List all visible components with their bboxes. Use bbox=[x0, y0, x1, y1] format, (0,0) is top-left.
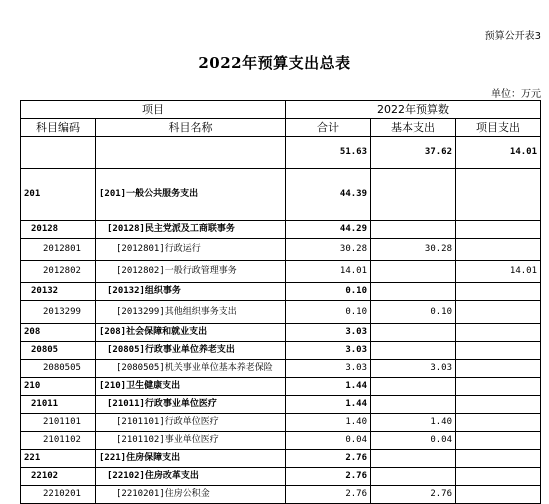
name-cell: [2101101]行政单位医疗 bbox=[96, 414, 286, 432]
code-cell: 208 bbox=[21, 324, 96, 342]
table-row bbox=[21, 432, 541, 450]
code-cell: 2012802 bbox=[21, 261, 96, 283]
basic-cell bbox=[371, 342, 456, 360]
total-cell: 14.01 bbox=[286, 261, 371, 283]
table-row bbox=[21, 486, 541, 504]
basic-cell bbox=[371, 283, 456, 301]
total-cell: 44.39 bbox=[286, 169, 371, 221]
basic-cell bbox=[371, 221, 456, 239]
code-cell: 210 bbox=[21, 378, 96, 396]
table-row bbox=[21, 324, 541, 342]
project-cell bbox=[456, 301, 541, 324]
name-cell: [201]一般公共服务支出 bbox=[96, 169, 286, 221]
total-cell: 0.10 bbox=[286, 283, 371, 301]
project-cell bbox=[456, 414, 541, 432]
unit-label: 单位：万元 bbox=[491, 89, 541, 100]
basic-cell: 1.40 bbox=[371, 414, 456, 432]
project-cell bbox=[456, 378, 541, 396]
code-cell: 20805 bbox=[21, 342, 96, 360]
table-row bbox=[21, 261, 541, 283]
name-cell: [208]社会保障和就业支出 bbox=[96, 324, 286, 342]
code-cell: 20132 bbox=[21, 283, 96, 301]
total-cell: 51.63 bbox=[286, 137, 371, 169]
basic-cell bbox=[371, 450, 456, 468]
total-cell: 44.29 bbox=[286, 221, 371, 239]
project-cell: 14.01 bbox=[456, 137, 541, 169]
basic-cell: 0.10 bbox=[371, 301, 456, 324]
name-cell: [21011]行政事业单位医疗 bbox=[96, 396, 286, 414]
basic-cell bbox=[371, 378, 456, 396]
basic-cell bbox=[371, 261, 456, 283]
name-cell: [2210201]住房公积金 bbox=[96, 486, 286, 504]
name-cell: [210]卫生健康支出 bbox=[96, 378, 286, 396]
project-cell bbox=[456, 324, 541, 342]
code-cell bbox=[21, 137, 96, 169]
project-cell bbox=[456, 432, 541, 450]
basic-cell: 37.62 bbox=[371, 137, 456, 169]
name-cell: [2012802]一般行政管理事务 bbox=[96, 261, 286, 283]
basic-cell: 2.76 bbox=[371, 486, 456, 504]
items-group-header: 项目 bbox=[21, 101, 286, 119]
table-row bbox=[21, 414, 541, 432]
table-row bbox=[21, 360, 541, 378]
table-number-label: 预算公开表3 bbox=[484, 31, 541, 42]
total-cell: 3.03 bbox=[286, 342, 371, 360]
code-cell: 221 bbox=[21, 450, 96, 468]
name-cell: [2012801]行政运行 bbox=[96, 239, 286, 261]
column-header-row bbox=[21, 119, 541, 137]
group-header-row bbox=[21, 101, 541, 119]
code-cell: 2210201 bbox=[21, 486, 96, 504]
table-row bbox=[21, 342, 541, 360]
total-cell: 1.40 bbox=[286, 414, 371, 432]
column-header-basic: 基本支出 bbox=[371, 119, 456, 137]
total-cell: 0.10 bbox=[286, 301, 371, 324]
total-cell: 30.28 bbox=[286, 239, 371, 261]
total-cell: 2.76 bbox=[286, 450, 371, 468]
name-cell: [2101102]事业单位医疗 bbox=[96, 432, 286, 450]
project-cell bbox=[456, 239, 541, 261]
budget-expenditure-table bbox=[20, 100, 541, 504]
project-cell bbox=[456, 486, 541, 504]
table-row-total bbox=[21, 137, 541, 169]
total-cell: 2.76 bbox=[286, 468, 371, 486]
project-cell bbox=[456, 450, 541, 468]
project-cell: 14.01 bbox=[456, 261, 541, 283]
table-row bbox=[21, 301, 541, 324]
total-cell: 2.76 bbox=[286, 486, 371, 504]
total-cell: 0.04 bbox=[286, 432, 371, 450]
basic-cell bbox=[371, 324, 456, 342]
code-cell: 2013299 bbox=[21, 301, 96, 324]
name-cell: [221]住房保障支出 bbox=[96, 450, 286, 468]
name-cell: [20132]组织事务 bbox=[96, 283, 286, 301]
basic-cell: 3.03 bbox=[371, 360, 456, 378]
project-cell bbox=[456, 342, 541, 360]
page-title: 2022年预算支出总表 bbox=[198, 54, 351, 72]
project-cell bbox=[456, 221, 541, 239]
name-cell bbox=[96, 137, 286, 169]
name-cell: [22102]住房改革支出 bbox=[96, 468, 286, 486]
column-header-name: 科目名称 bbox=[96, 119, 286, 137]
code-cell: 2101101 bbox=[21, 414, 96, 432]
code-cell: 2101102 bbox=[21, 432, 96, 450]
total-cell: 1.44 bbox=[286, 396, 371, 414]
table-row bbox=[21, 221, 541, 239]
table-row bbox=[21, 283, 541, 301]
project-cell bbox=[456, 360, 541, 378]
project-cell bbox=[456, 169, 541, 221]
project-cell bbox=[456, 283, 541, 301]
project-cell bbox=[456, 396, 541, 414]
basic-cell: 30.28 bbox=[371, 239, 456, 261]
total-cell: 3.03 bbox=[286, 324, 371, 342]
name-cell: [20805]行政事业单位养老支出 bbox=[96, 342, 286, 360]
code-cell: 22102 bbox=[21, 468, 96, 486]
table-row bbox=[21, 378, 541, 396]
code-cell: 20128 bbox=[21, 221, 96, 239]
name-cell: [2013299]其他组织事务支出 bbox=[96, 301, 286, 324]
code-cell: 2012801 bbox=[21, 239, 96, 261]
table-row bbox=[21, 239, 541, 261]
table-row bbox=[21, 450, 541, 468]
column-header-project: 项目支出 bbox=[456, 119, 541, 137]
basic-cell: 0.04 bbox=[371, 432, 456, 450]
basic-cell bbox=[371, 396, 456, 414]
code-cell: 2080505 bbox=[21, 360, 96, 378]
name-cell: [2080505]机关事业单位基本养老保险 bbox=[96, 360, 286, 378]
code-cell: 21011 bbox=[21, 396, 96, 414]
code-cell: 201 bbox=[21, 169, 96, 221]
name-cell: [20128]民主党派及工商联事务 bbox=[96, 221, 286, 239]
total-cell: 3.03 bbox=[286, 360, 371, 378]
total-cell: 1.44 bbox=[286, 378, 371, 396]
table-row bbox=[21, 169, 541, 221]
column-header-total: 合计 bbox=[286, 119, 371, 137]
budget-group-header: 2022年预算数 bbox=[286, 101, 541, 119]
table-row bbox=[21, 396, 541, 414]
basic-cell bbox=[371, 169, 456, 221]
column-header-code: 科目编码 bbox=[21, 119, 96, 137]
